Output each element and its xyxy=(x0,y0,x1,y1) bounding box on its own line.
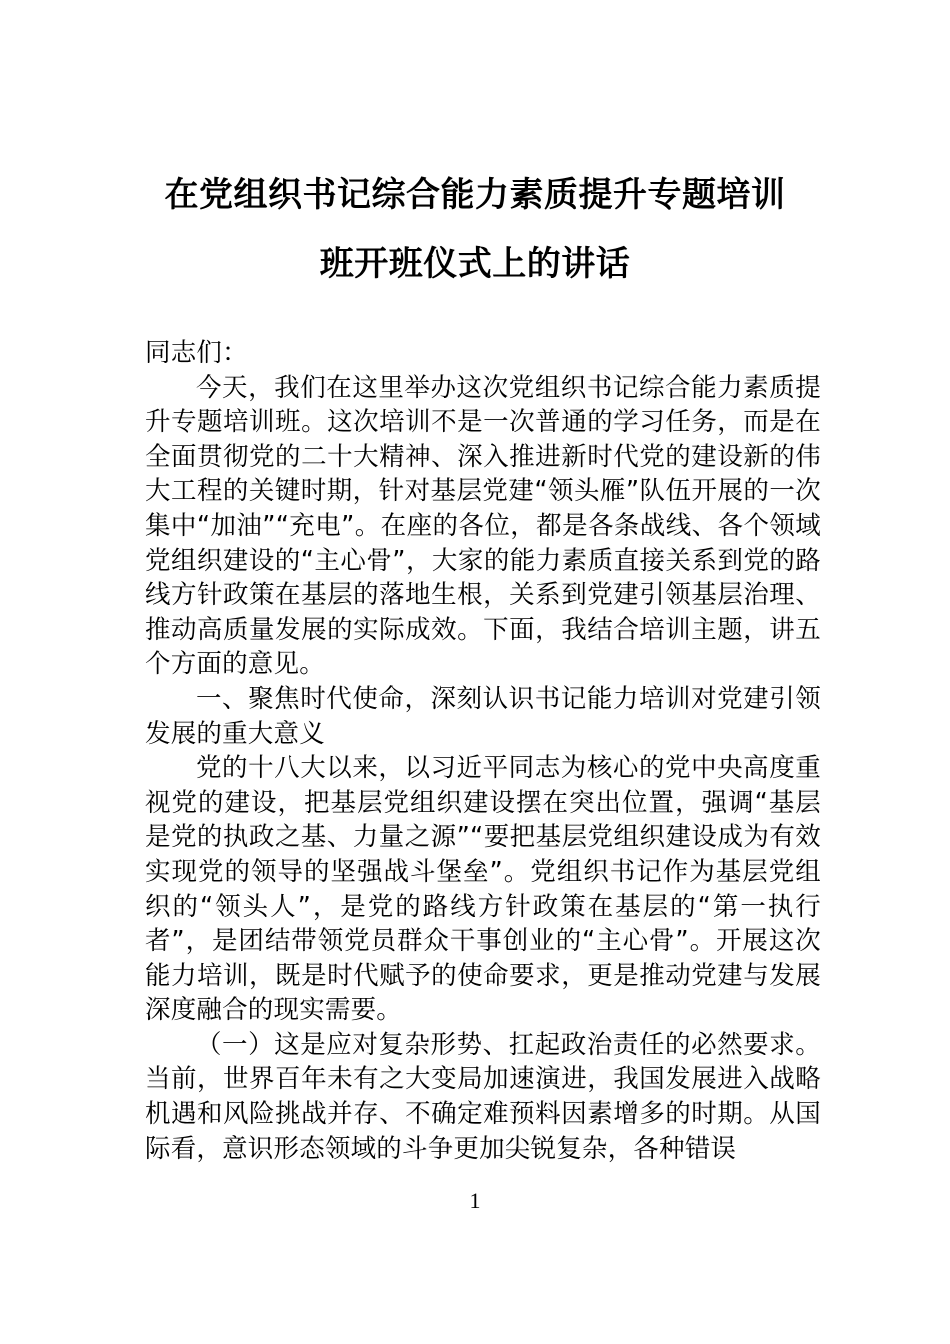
document-title-line-2: 班开班仪式上的讲话 xyxy=(319,244,631,284)
paragraph-subsection-1: （一）这是应对复杂形势、扛起政治责任的必然要求。当前，世界百年未有之大变局加速演进，我国发展进入战略机遇和风险挑战并存、不确定难预料因素增多的时期。从国际看，意识形态领域的斗争更加尖锐复杂，各种错误 xyxy=(145,1029,821,1164)
page-number: 1 xyxy=(469,1188,481,1213)
paragraph-section-1: 党的十八大以来，以习近平同志为核心的党中央高度重视党的建设，把基层党组织建设摆在突出位置，强调“基层是党的执政之基、力量之源”“要把基层党组织建设成为有效实现党的领导的坚强战斗堡垒”。党组织书记作为基层党组织的“领头人”，是党的路线方针政策在基层的“第一执行者”，是团结带领党员群众干事创业的“主心骨”。开展这次能力培训，既是时代赋予的使命要求，更是推动党建与发展深度融合的现实需要。 xyxy=(145,753,821,1026)
salutation: 同志们： xyxy=(145,338,248,368)
document-title-line-1: 在党组织书记综合能力素质提升专题培训 xyxy=(164,175,786,215)
section-heading-1: 一、聚焦时代使命，深刻认识书记能力培训对党建引领发展的重大意义 xyxy=(145,683,821,749)
paragraph-intro: 今天，我们在这里举办这次党组织书记综合能力素质提升专题培训班。这次培训不是一次普通的学习任务，而是在全面贯彻党的二十大精神、深入推进新时代党的建设新的伟大工程的关键时期，针对基层党建“领头雁”队伍开展的一次集中“加油”“充电”。在座的各位，都是各条战线、各个领域党组织建设的“主心骨”，大家的能力素质直接关系到党的路线方针政策在基层的落地生根，关系到党建引领基层治理、推动高质量发展的实际成效。下面，我结合培训主题，讲五个方面的意见。 xyxy=(145,372,821,680)
document-body xyxy=(145,336,821,1166)
